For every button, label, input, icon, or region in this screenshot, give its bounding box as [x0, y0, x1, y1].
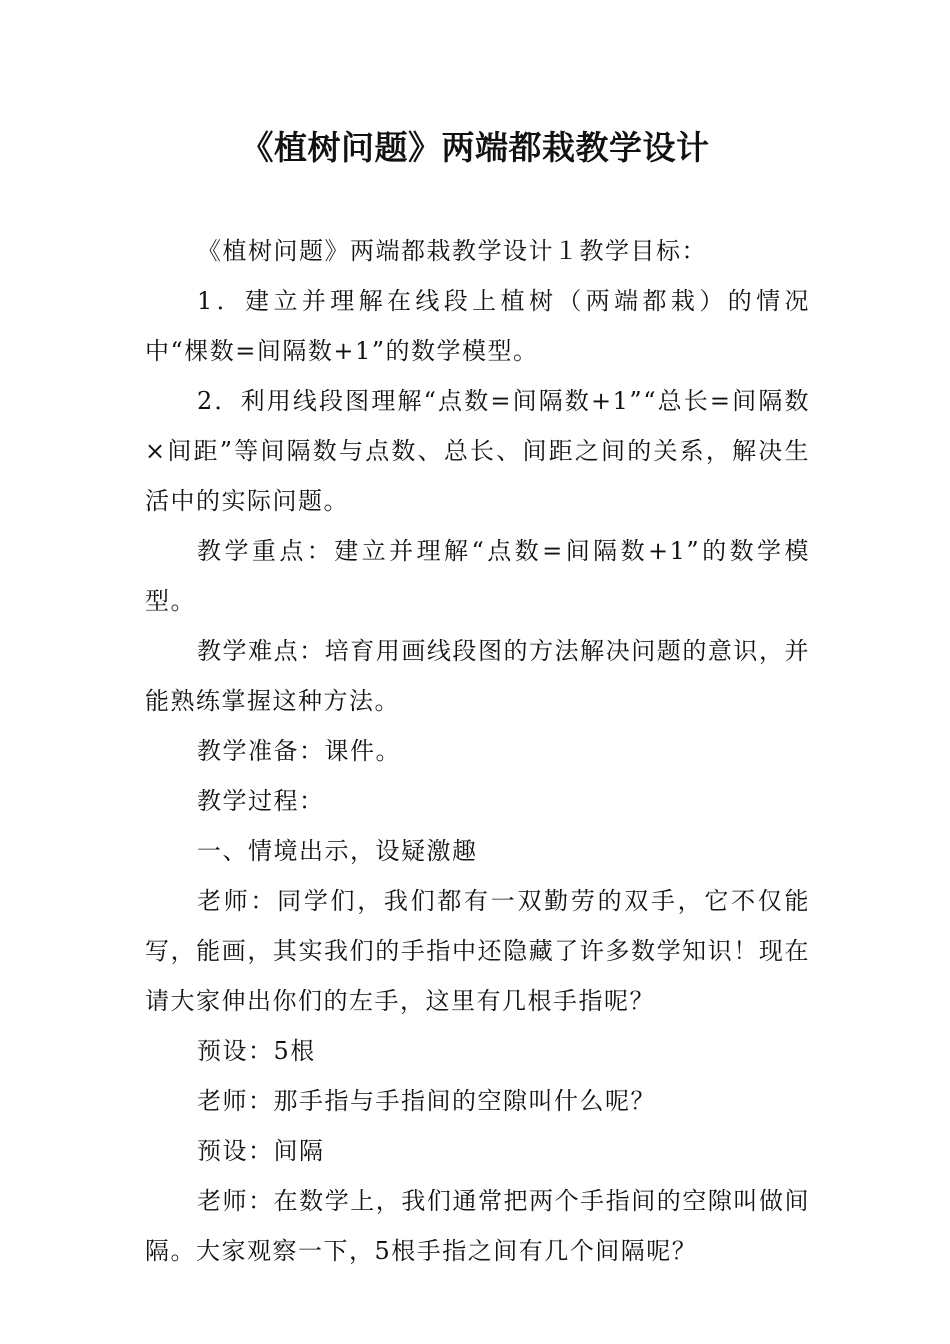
paragraph-difficulty: 教学难点：培育用画线段图的方法解决问题的意识，并能熟练掌握这种方法。: [145, 637, 810, 715]
paragraph-intro: 《植树问题》两端都栽教学设计１教学目标：: [197, 237, 707, 265]
paragraph-preset-2: 预设：间隔: [197, 1137, 325, 1165]
paragraph-teacher-1: 老师：同学们，我们都有一双勤劳的双手，它不仅能写，能画，其实我们的手指中还隐藏了许多数学知识！现在请大家伸出你们的左手，这里有几根手指呢？: [145, 887, 810, 1015]
paragraph-teacher-2: 老师：那手指与手指间的空隙叫什么呢？: [197, 1087, 656, 1115]
paragraph-preparation: 教学准备：课件。: [197, 737, 401, 765]
document-title: 《植树问题》两端都栽教学设计: [240, 128, 710, 167]
paragraph-goal-1: 1．建立并理解在线段上植树（两端都栽）的情况中“棵数=间隔数+1”的数学模型。: [145, 287, 810, 365]
paragraph-key-point: 教学重点：建立并理解“点数=间隔数+1”的数学模型。: [145, 537, 810, 615]
paragraph-teacher-3: 老师：在数学上，我们通常把两个手指间的空隙叫做间隔。大家观察一下，5根手指之间有几个间隔呢？: [145, 1187, 810, 1265]
document-body: [145, 226, 810, 1276]
paragraph-process: 教学过程：: [197, 787, 325, 815]
paragraph-goal-2: 2．利用线段图理解“点数=间隔数+1”“总长=间隔数×间距”等间隔数与点数、总长、间距之间的关系，解决生活中的实际问题。: [145, 387, 810, 515]
section-heading-1: 一、情境出示，设疑激趣: [197, 837, 478, 865]
paragraph-preset-1: 预设：5根: [197, 1037, 316, 1065]
